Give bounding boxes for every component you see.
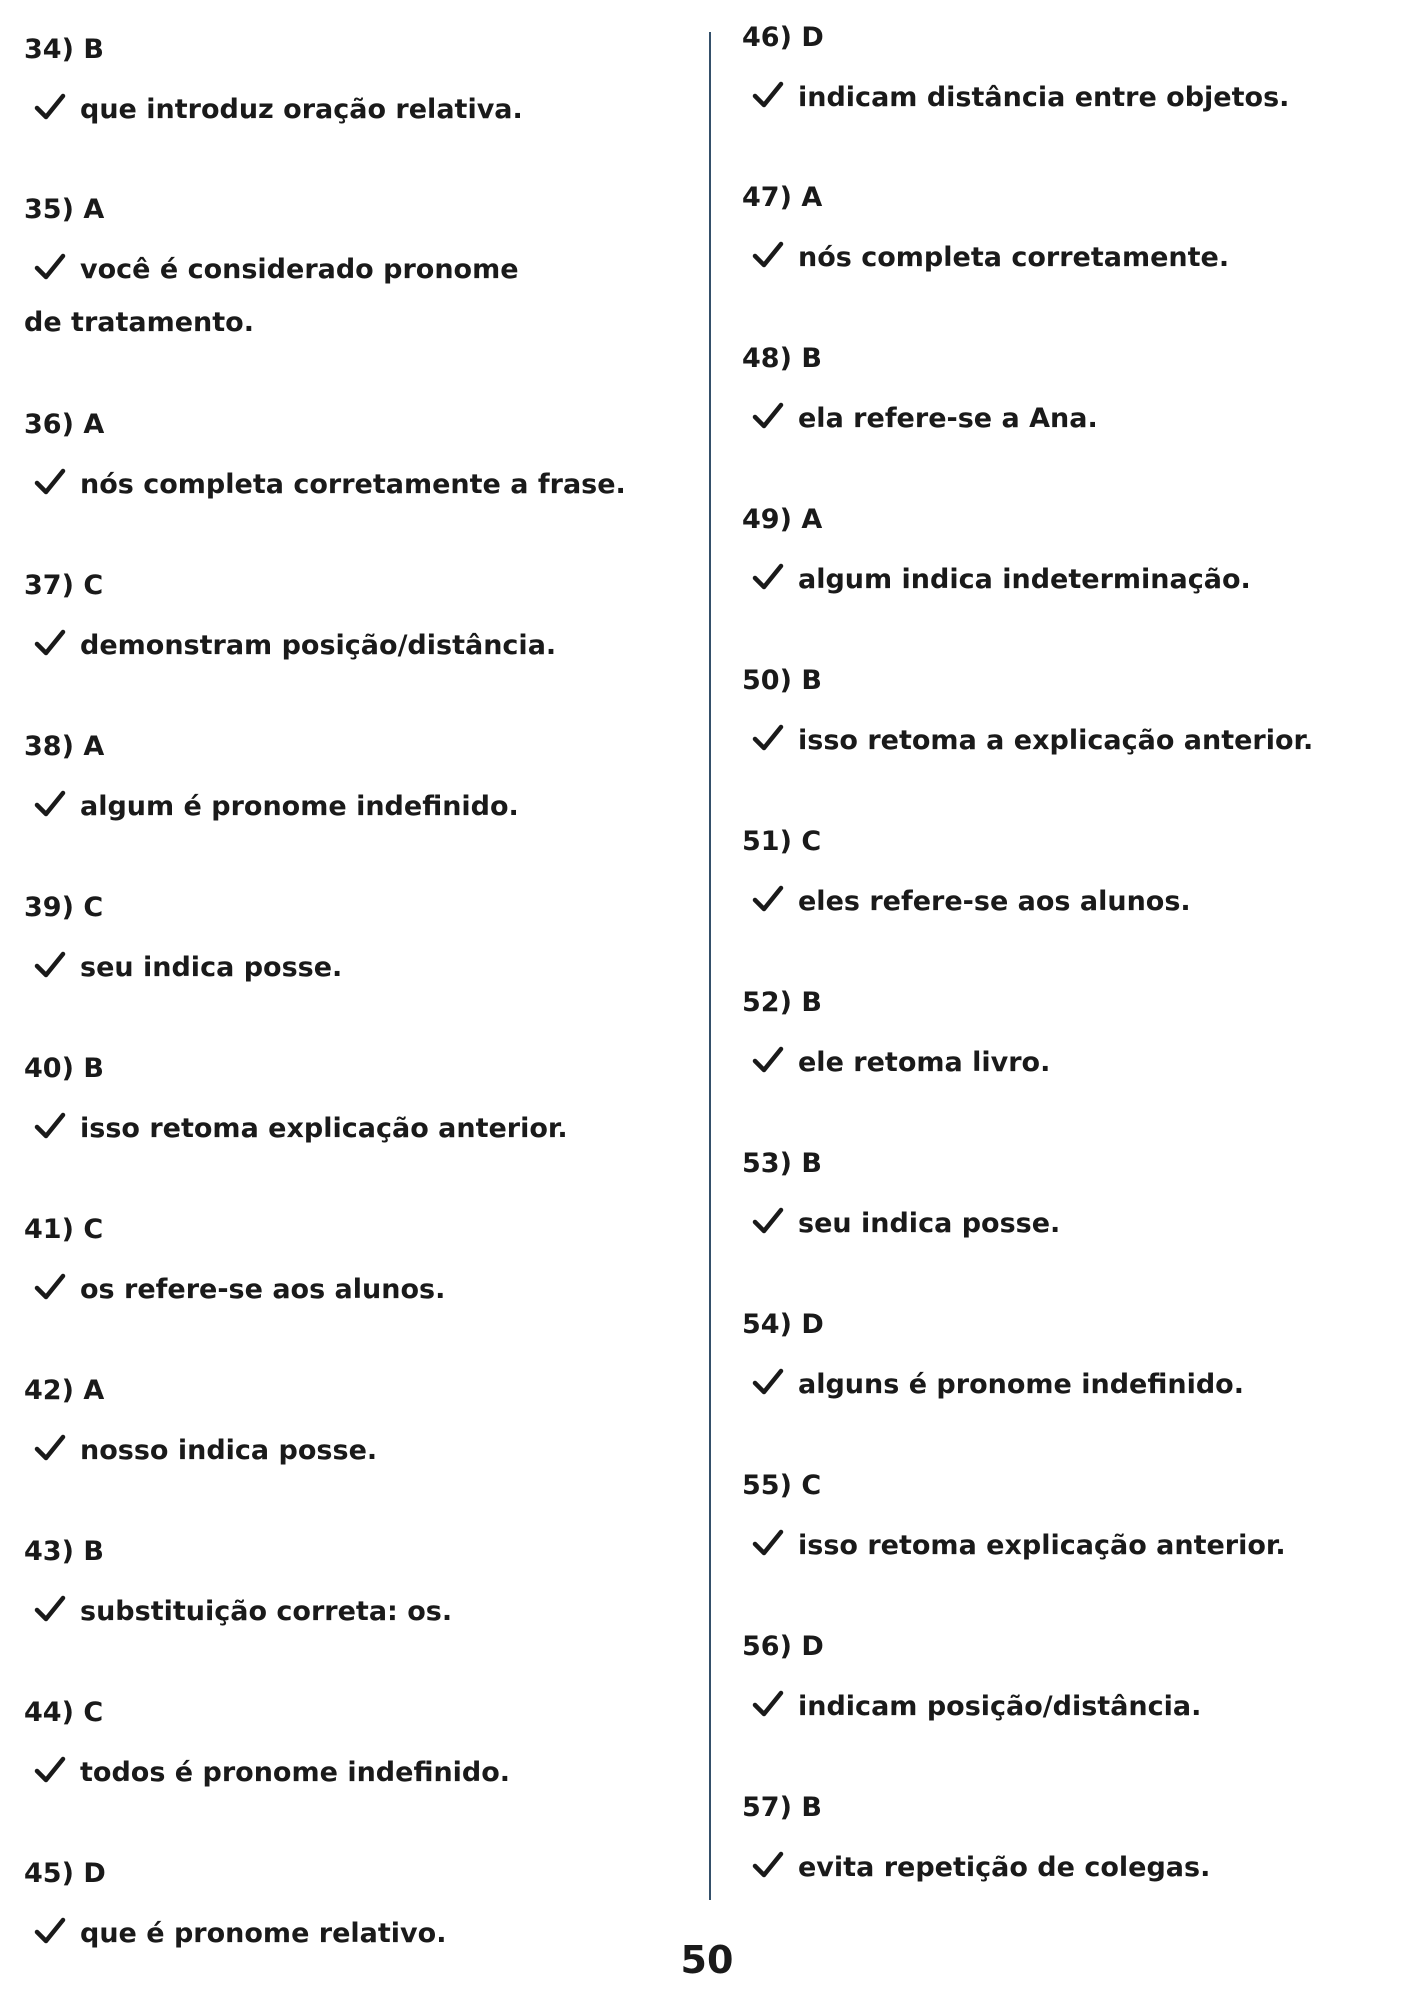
- check-icon: [34, 467, 66, 497]
- answer-entry: [742, 1144, 1382, 1250]
- answer-explanation: [24, 1424, 684, 1477]
- answer-explanation: [742, 1519, 1382, 1572]
- answer-label: 50) B: [742, 665, 822, 696]
- answer-label: 37) C: [24, 570, 104, 601]
- answer-label: 35) A: [24, 194, 105, 225]
- answer-entry: [742, 822, 1382, 928]
- check-icon: [752, 562, 784, 592]
- answer-label: 44) C: [24, 1697, 104, 1728]
- check-icon: [34, 1111, 66, 1141]
- explanation-text: indicam distância entre objetos.: [798, 82, 1290, 113]
- answer-entry: [742, 1466, 1382, 1572]
- page-number: 50: [680, 1938, 734, 1982]
- answer-explanation: [24, 243, 564, 349]
- answer-entry: [742, 1627, 1382, 1733]
- answer-explanation: [24, 458, 684, 511]
- explanation-text: algum é pronome indefinido.: [80, 791, 519, 822]
- check-icon: [752, 401, 784, 431]
- answer-entry: [24, 1049, 684, 1155]
- explanation-text: que introduz oração relativa.: [80, 94, 523, 125]
- answer-label: 54) D: [742, 1309, 824, 1340]
- answer-explanation: [24, 1585, 684, 1638]
- check-icon: [34, 252, 66, 282]
- answer-explanation: [24, 1746, 684, 1799]
- check-icon: [752, 1367, 784, 1397]
- answer-label: 43) B: [24, 1536, 104, 1567]
- answer-entry: [24, 566, 684, 672]
- explanation-text: algum indica indeterminação.: [798, 564, 1251, 595]
- explanation-text: alguns é pronome indefinido.: [798, 1369, 1244, 1400]
- explanation-text: isso retoma explicação anterior.: [798, 1530, 1286, 1561]
- explanation-text: nosso indica posse.: [80, 1435, 378, 1466]
- answer-label: 41) C: [24, 1214, 104, 1245]
- explanation-text: isso retoma a explicação anterior.: [798, 725, 1314, 756]
- check-icon: [752, 1850, 784, 1880]
- check-icon: [34, 1433, 66, 1463]
- answer-entry: [24, 405, 684, 511]
- column-divider: [709, 32, 711, 1900]
- check-icon: [34, 628, 66, 658]
- answer-label: 45) D: [24, 1858, 106, 1889]
- explanation-text: seu indica posse.: [80, 952, 343, 983]
- explanation-text: todos é pronome indefinido.: [80, 1757, 511, 1788]
- answer-entry: [742, 983, 1382, 1089]
- answer-label: 47) A: [742, 182, 823, 213]
- answer-explanation: [24, 619, 684, 672]
- answer-label: 42) A: [24, 1375, 105, 1406]
- explanation-text: que é pronome relativo.: [80, 1918, 447, 1949]
- answer-explanation: [742, 553, 1382, 606]
- answer-entry: [24, 1693, 684, 1799]
- explanation-text: você é considerado pronome de tratamento.: [24, 254, 519, 338]
- check-icon: [752, 80, 784, 110]
- answer-label: 34) B: [24, 34, 104, 65]
- answer-label: 40) B: [24, 1053, 104, 1084]
- answer-explanation: [742, 1036, 1382, 1089]
- explanation-text: demonstram posição/distância.: [80, 630, 557, 661]
- answer-entry: [742, 178, 1382, 284]
- answer-label: 57) B: [742, 1792, 822, 1823]
- answer-explanation: [24, 1102, 684, 1155]
- check-icon: [752, 240, 784, 270]
- explanation-text: ele retoma livro.: [798, 1047, 1051, 1078]
- answer-entry: [24, 30, 684, 136]
- answer-explanation: [742, 875, 1382, 928]
- answer-entry: [742, 339, 1382, 445]
- check-icon: [752, 723, 784, 753]
- check-icon: [34, 950, 66, 980]
- answer-label: 56) D: [742, 1631, 824, 1662]
- answer-entry: [742, 500, 1382, 606]
- check-icon: [752, 1045, 784, 1075]
- explanation-text: isso retoma explicação anterior.: [80, 1113, 568, 1144]
- check-icon: [34, 1272, 66, 1302]
- answer-label: 49) A: [742, 504, 823, 535]
- answer-explanation: [742, 1680, 1382, 1733]
- check-icon: [34, 92, 66, 122]
- answer-entry: [24, 190, 684, 349]
- check-icon: [752, 1528, 784, 1558]
- answer-explanation: [24, 780, 684, 833]
- explanation-text: seu indica posse.: [798, 1208, 1061, 1239]
- answer-explanation: [742, 392, 1382, 445]
- answer-explanation: [742, 714, 1382, 767]
- answer-label: 51) C: [742, 826, 822, 857]
- answer-entry: [742, 18, 1382, 124]
- explanation-text: nós completa corretamente.: [798, 242, 1230, 273]
- explanation-text: indicam posição/distância.: [798, 1691, 1202, 1722]
- answer-label: 55) C: [742, 1470, 822, 1501]
- answer-entry: [742, 1305, 1382, 1411]
- check-icon: [34, 1755, 66, 1785]
- answer-entry: [24, 888, 684, 994]
- answer-explanation: [24, 941, 684, 994]
- answer-entry: [24, 727, 684, 833]
- answer-label: 39) C: [24, 892, 104, 923]
- answer-explanation: [742, 1197, 1382, 1250]
- answer-label: 48) B: [742, 343, 822, 374]
- answer-entry: [742, 1788, 1382, 1894]
- answer-entry: [742, 661, 1382, 767]
- answer-label: 52) B: [742, 987, 822, 1018]
- explanation-text: nós completa corretamente a frase.: [80, 469, 626, 500]
- answer-explanation: [742, 1358, 1382, 1411]
- answer-label: 46) D: [742, 22, 824, 53]
- answer-entry: [24, 1532, 684, 1638]
- check-icon: [34, 789, 66, 819]
- answer-explanation: [742, 1841, 1382, 1894]
- check-icon: [752, 884, 784, 914]
- answer-label: 36) A: [24, 409, 105, 440]
- answer-entry: [24, 1371, 684, 1477]
- answer-label: 38) A: [24, 731, 105, 762]
- explanation-text: eles refere-se aos alunos.: [798, 886, 1191, 917]
- answer-explanation: [742, 71, 1382, 124]
- explanation-text: os refere-se aos alunos.: [80, 1274, 446, 1305]
- answer-explanation: [24, 83, 684, 136]
- explanation-text: substituição correta: os.: [80, 1596, 453, 1627]
- answer-entry: [24, 1210, 684, 1316]
- check-icon: [752, 1689, 784, 1719]
- explanation-text: ela refere-se a Ana.: [798, 403, 1098, 434]
- check-icon: [34, 1594, 66, 1624]
- check-icon: [752, 1206, 784, 1236]
- explanation-text: evita repetição de colegas.: [798, 1852, 1211, 1883]
- answer-explanation: [24, 1263, 684, 1316]
- answer-explanation: [742, 231, 1382, 284]
- answer-label: 53) B: [742, 1148, 822, 1179]
